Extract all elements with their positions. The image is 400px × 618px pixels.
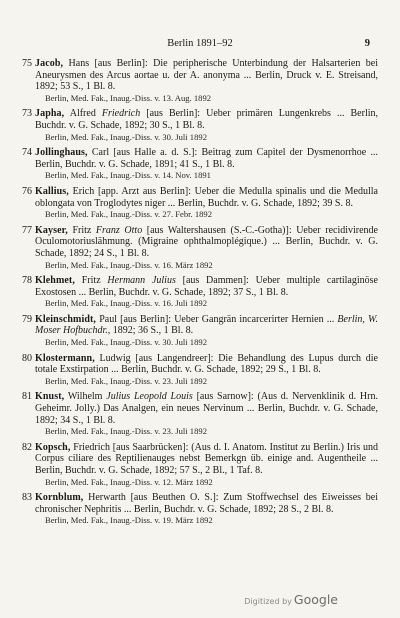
entry-number: 76 <box>22 185 32 197</box>
author-middle-names: Julius Leopold Louis <box>106 391 193 403</box>
dissertation-note: Berlin, Med. Fak., Inaug.-Diss. v. 30. Juli 1892 <box>45 131 207 142</box>
watermark-logo: Google <box>293 592 338 607</box>
dissertation-note: Berlin, Med. Fak., Inaug.-Diss. v. 16. Juli 1892 <box>45 298 207 309</box>
entry-title: [aus Berlin]: Ueber primären Lungenkrebs ... Berlin, Buchdr. v. G. Schade, 1892; 30 S., 1 Bl. 8. <box>35 108 378 131</box>
entry <box>22 275 378 309</box>
entry-number: 81 <box>22 391 32 403</box>
digitizer-watermark <box>244 592 338 607</box>
entry-number: 73 <box>22 108 32 120</box>
entry-number: 80 <box>22 352 32 364</box>
entry <box>22 353 378 387</box>
entry-number: 75 <box>22 58 32 69</box>
entry-title: Paul [aus Berlin]: Ueber Gangrän incarcerirter Hernien ... <box>96 313 338 325</box>
entry <box>22 492 378 526</box>
dissertation-note: Berlin, Med. Fak., Inaug.-Diss. v. 19. März 1892 <box>45 515 213 526</box>
author-name: Jollinghaus, <box>35 147 88 159</box>
entry-title: [aus Sarnow]: (Aus d. Nervenklinik d. Hrn. Geheimr. Jolly.) Das Analgen, ein neues Nervinum ... Berlin, Buchdr. v. G. Schade, 1892; 34 S., 1 Bl. 8. <box>35 391 378 426</box>
author-name: Kayser, <box>35 224 68 236</box>
entry-text <box>35 442 378 477</box>
author-name: Kleinschmidt, <box>35 313 97 325</box>
author-name: Knust, <box>35 391 65 403</box>
entry-number: 82 <box>22 441 32 453</box>
entry-text-part: Fritz <box>74 275 108 287</box>
entry-text-part: Wilhelm <box>64 391 107 403</box>
entry-number: 79 <box>22 313 32 325</box>
entry-text <box>35 492 378 515</box>
entry-text <box>35 353 378 376</box>
author-name: Kornblum, <box>35 492 84 504</box>
author-name: Jacob, <box>35 58 64 69</box>
author-middle-names: Franz Otto <box>95 224 143 236</box>
entry <box>22 108 378 142</box>
running-title: Berlin 1891–92 <box>167 38 233 49</box>
entry-text <box>35 314 378 337</box>
entry-text <box>35 225 378 260</box>
entry-title: Erich [app. Arzt aus Berlin]: Ueber die Medulla spinalis und die Medulla oblongata von Troglodytes niger ... Berlin, Buchdr. v. G. Schade, 1892; 39 S. 8. <box>35 185 378 209</box>
entry-title: Friedrich [aus Saarbrücken]: (Aus d. I. Anatom. Institut zu Berlin.) Iris und Corpus ciliare des Reptilienauges nebst Bemerkgn üb. einige and. Augentheile ... Berlin, Buchdr. v. G. Schade, 1892; 57 S., 2 Bl., 1 Taf. 8. <box>35 441 378 476</box>
entry-text-part: 1892; 36 S., 1 Bl. 8. <box>110 325 194 337</box>
author-name: Klehmet, <box>35 275 75 287</box>
entry <box>22 58 378 103</box>
entry-text <box>35 108 378 131</box>
entry-text <box>35 186 378 209</box>
dissertation-note: Berlin, Med. Fak., Inaug.-Diss. v. 13. Aug. 1892 <box>45 92 212 103</box>
entry-text-part: Fritz <box>67 224 96 236</box>
entry <box>22 147 378 181</box>
entry-title: [aus Waltershausen (S.-C.-Gotha)]: Ueber recidivirende Oculomotoriuslähmung. (Migraine ophthalmoplégique.) ... Berlin, Buchdr. v. G. Schade, 1892; 24 S., 1 Bl. 8. <box>35 224 378 259</box>
dissertation-list <box>22 58 378 531</box>
author-name: Kopsch, <box>35 441 71 453</box>
author-name: Japha, <box>35 108 65 120</box>
entry-text <box>35 275 378 298</box>
entry-title: Ludwig [aus Langendreer]: Die Behandlung des Lupus durch die totale Exstirpation ... Berlin, Buchdr. v. G. Schade, 1892; 29 S., 1 Bl. 8. <box>35 352 378 376</box>
entry-number: 77 <box>22 224 32 236</box>
entry-title: Herwarth [aus Beuthen O. S.]: Zum Stoffwechsel des Eiweisses bei chronischer Nephritis ... Berlin, Buchdr. v. G. Schade, 1892; 28 S., 2 Bl. 8. <box>35 492 378 515</box>
entry-number: 78 <box>22 275 32 287</box>
author-name: Klostermann, <box>35 352 95 364</box>
entry <box>22 186 378 220</box>
dissertation-note: Berlin, Med. Fak., Inaug.-Diss. v. 23. Juli 1892 <box>45 426 207 437</box>
entry-text <box>35 147 378 170</box>
dissertation-note: Berlin, Med. Fak., Inaug.-Diss. v. 16. März 1892 <box>45 259 213 270</box>
entry-number: 83 <box>22 492 32 504</box>
entry <box>22 225 378 270</box>
entry-text <box>35 58 378 93</box>
page-number: 9 <box>364 38 370 49</box>
entry-title: Hans [aus Berlin]: Die peripherische Unterbindung der Halsarterien bei Aneurysmen des Arcus aortae u. der A. anonyma ... Berlin, Druck v. E. Streisand, 1892; 53 S., 1 Bl. 8. <box>35 58 378 93</box>
dissertation-note: Berlin, Med. Fak., Inaug.-Diss. v. 12. März 1892 <box>45 476 213 487</box>
entry-title: Carl [aus Halle a. d. S.]: Beitrag zum Capitel der Dysmenorrhoe ... Berlin, Buchdr. v. G. Schade, 1891; 41 S., 1 Bl. 8. <box>35 147 378 170</box>
author-middle-names: Hermann Julius <box>107 275 176 287</box>
publisher-italic: Berlin, W. Moser Hofbuchdr., <box>35 313 378 337</box>
dissertation-note: Berlin, Med. Fak., Inaug.-Diss. v. 30. Juli 1892 <box>45 337 207 348</box>
entry-title: [aus Dammen]: Ueber multiple cartilaginöse Exostosen ... Berlin, Buchdr. v. G. Schade, 1892; 37 S., 1 Bl. 8. <box>35 275 378 298</box>
entry-number: 74 <box>22 147 32 159</box>
entry-text-part: Alfred <box>64 108 102 120</box>
entry-text <box>35 391 378 426</box>
author-name: Kallius, <box>35 185 69 197</box>
entry <box>22 391 378 436</box>
running-header <box>0 38 400 52</box>
entry <box>22 314 378 348</box>
entry <box>22 442 378 487</box>
author-middle-names: Friedrich <box>101 108 141 120</box>
dissertation-note: Berlin, Med. Fak., Inaug.-Diss. v. 23. Juli 1892 <box>45 375 207 386</box>
watermark-prefix: Digitized by <box>244 597 292 606</box>
dissertation-note: Berlin, Med. Fak., Inaug.-Diss. v. 14. Nov. 1891 <box>45 170 211 181</box>
dissertation-note: Berlin, Med. Fak., Inaug.-Diss. v. 27. Febr. 1892 <box>45 209 213 220</box>
